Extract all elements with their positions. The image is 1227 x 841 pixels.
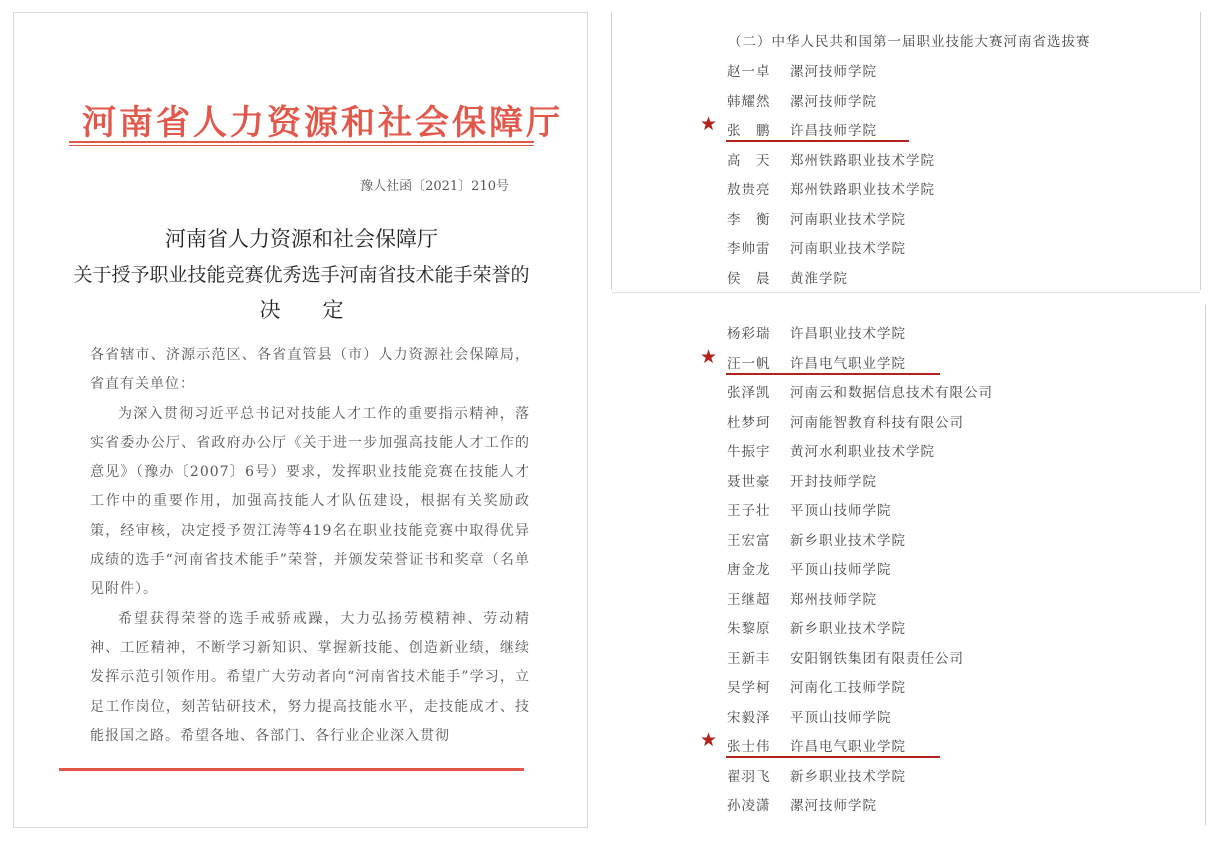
- recipient-organization: 新乡职业技术学院: [790, 532, 906, 549]
- recipient-name: 王继超: [727, 591, 771, 608]
- recipient-name: 翟羽飞: [727, 768, 771, 785]
- list-item: [700, 434, 1200, 464]
- recipient-name: 张泽凯: [727, 385, 771, 401]
- recipient-name: 孙凌潇: [727, 798, 771, 814]
- recipient-name: 杜梦珂: [727, 414, 771, 431]
- recipient-name: 张 鹏: [727, 123, 771, 139]
- recipient-name: 赵一卓: [727, 64, 771, 80]
- document-number: 豫人社函〔2021〕210号: [360, 179, 509, 194]
- recipient-organization: 黄淮学院: [790, 270, 848, 287]
- recipient-name: 王新丰: [727, 650, 771, 667]
- list-item: [700, 84, 1200, 114]
- list-item: [700, 700, 1200, 730]
- recipient-organization: 河南职业技术学院: [790, 241, 906, 257]
- title-line-1: 河南省人力资源和社会保障厅: [165, 227, 438, 251]
- list-item: [700, 202, 1200, 232]
- recipient-name: 敖贵亮: [727, 182, 771, 198]
- recipient-organization: 新乡职业技术学院: [790, 768, 906, 785]
- recipient-organization: 许昌电气职业学院: [790, 355, 906, 372]
- recipient-name: 宋毅泽: [727, 709, 771, 726]
- recipient-name: 唐金龙: [727, 562, 771, 578]
- recipient-organization: 平顶山技师学院: [790, 503, 892, 519]
- recipient-organization: 河南职业技术学院: [790, 211, 906, 228]
- list-item: [700, 611, 1200, 641]
- recipient-name: 王子壮: [727, 503, 771, 519]
- recipient-name: 朱黎原: [727, 621, 771, 637]
- recipient-organization: 许昌电气职业学院: [790, 739, 906, 755]
- list-item: [700, 759, 1200, 789]
- list-item: [700, 523, 1200, 553]
- recipient-name: 吴学柯: [727, 680, 771, 696]
- title-line-3: 决 定: [259, 298, 344, 322]
- recipient-name: 侯 晨: [727, 270, 771, 287]
- roster-bottom: [700, 316, 1200, 818]
- recipient-organization: 漯河技师学院: [790, 798, 877, 814]
- scan-edge-top-right: [1200, 12, 1201, 290]
- scan-edge-bottom-right: [1205, 305, 1206, 825]
- recipient-organization: 河南化工技师学院: [790, 680, 906, 696]
- recipient-organization: 安阳钢铁集团有限责任公司: [790, 650, 964, 667]
- recipient-organization: 许昌职业技术学院: [790, 326, 906, 342]
- footer-rule: [59, 768, 524, 771]
- recipient-name: 李 衡: [727, 211, 771, 228]
- recipient-name: 王宏富: [727, 532, 771, 549]
- list-item: [700, 346, 1200, 376]
- list-item: [700, 552, 1200, 582]
- title-line-2: 关于授予职业技能竞赛优秀选手河南省技术能手荣誉的: [73, 264, 530, 286]
- list-item: [700, 641, 1200, 671]
- list-item: [700, 405, 1200, 435]
- list-item: [700, 143, 1200, 173]
- recipient-organization: 平顶山技师学院: [790, 709, 892, 726]
- paragraph-2: 希望获得荣誉的选手戒骄戒躁，大力弘扬劳模精神、劳动精神、工匠精神，不断学习新知识、掌握新技能、创造新业绩，继续发挥示范引领作用。希望广大劳动者向“河南省技术能手”学习，立足工作岗位，刻苦钻研技术，努力提高技能水平，走技能成才、技能报国之路。希望各地、各部门、各行业企业深入贯彻: [90, 610, 530, 744]
- list-item: [700, 231, 1200, 261]
- recipient-organization: 许昌技师学院: [790, 123, 877, 139]
- document-page: [13, 12, 588, 828]
- star-icon: ★: [700, 113, 719, 135]
- list-item: [700, 375, 1200, 405]
- list-item: [700, 316, 1200, 346]
- recipient-name: 张士伟: [727, 739, 771, 755]
- header-rule: [69, 141, 534, 143]
- scan-divider: [612, 292, 1200, 293]
- recipient-name: 汪一帆: [727, 355, 771, 372]
- recipient-organization: 漯河技师学院: [790, 64, 877, 80]
- list-item: [700, 582, 1200, 612]
- list-item: [700, 729, 1200, 759]
- recipient-name: 牛振宇: [727, 444, 771, 460]
- list-item: [700, 54, 1200, 84]
- list-item: [700, 493, 1200, 523]
- recipient-organization: 郑州技师学院: [790, 591, 877, 608]
- list-item: [700, 172, 1200, 202]
- recipient-organization: 黄河水利职业技术学院: [790, 444, 935, 460]
- star-icon: ★: [700, 729, 719, 751]
- roster-top: [700, 54, 1200, 290]
- addressee: 各省辖市、济源示范区、各省直管县（市）人力资源社会保障局，省直有关单位：: [90, 347, 530, 393]
- recipient-name: 聂世豪: [727, 473, 771, 490]
- scan-edge-top: [611, 12, 612, 290]
- recipient-name: 高 天: [727, 152, 771, 169]
- recipient-organization: 开封技师学院: [790, 473, 877, 490]
- recipient-organization: 郑州铁路职业技术学院: [790, 182, 935, 198]
- list-item: [700, 670, 1200, 700]
- recipient-organization: 郑州铁路职业技术学院: [790, 152, 935, 169]
- list-item: [700, 788, 1200, 818]
- recipient-organization: 平顶山技师学院: [790, 562, 892, 578]
- list-item: [700, 464, 1200, 494]
- recipient-name: 李帅雷: [727, 241, 771, 257]
- recipient-organization: 河南云和数据信息技术有限公司: [790, 385, 993, 401]
- section-title: （二）中华人民共和国第一届职业技能大赛河南省选拔赛: [728, 34, 1091, 50]
- recipient-name: 杨彩瑞: [727, 326, 771, 342]
- recipient-organization: 河南能智教育科技有限公司: [790, 414, 964, 431]
- recipient-organization: 漯河技师学院: [790, 93, 877, 110]
- document-body: [90, 341, 530, 751]
- recipient-name: 韩耀然: [727, 93, 771, 110]
- recipient-organization: 新乡职业技术学院: [790, 621, 906, 637]
- star-icon: ★: [700, 345, 719, 368]
- list-item: [700, 261, 1200, 291]
- paragraph-1: 为深入贯彻习近平总书记对技能人才工作的重要指示精神，落实省委办公厅、省政府办公厅《关于进一步加强高技能人才工作的意见》（豫办〔2007〕6号）要求，发挥职业技能竞赛在技能人才工作中的重要作用，加强高技能人才队伍建设，根据有关奖励政策，经审核，决定授予贺江涛等419名在职业技能竞赛中取得优异成绩的选手“河南省技术能手”荣誉，并颁发荣誉证书和奖章（名单见附件）。: [90, 405, 530, 598]
- document-header: 河南省人力资源和社会保障厅: [82, 103, 563, 143]
- list-item: [700, 113, 1200, 143]
